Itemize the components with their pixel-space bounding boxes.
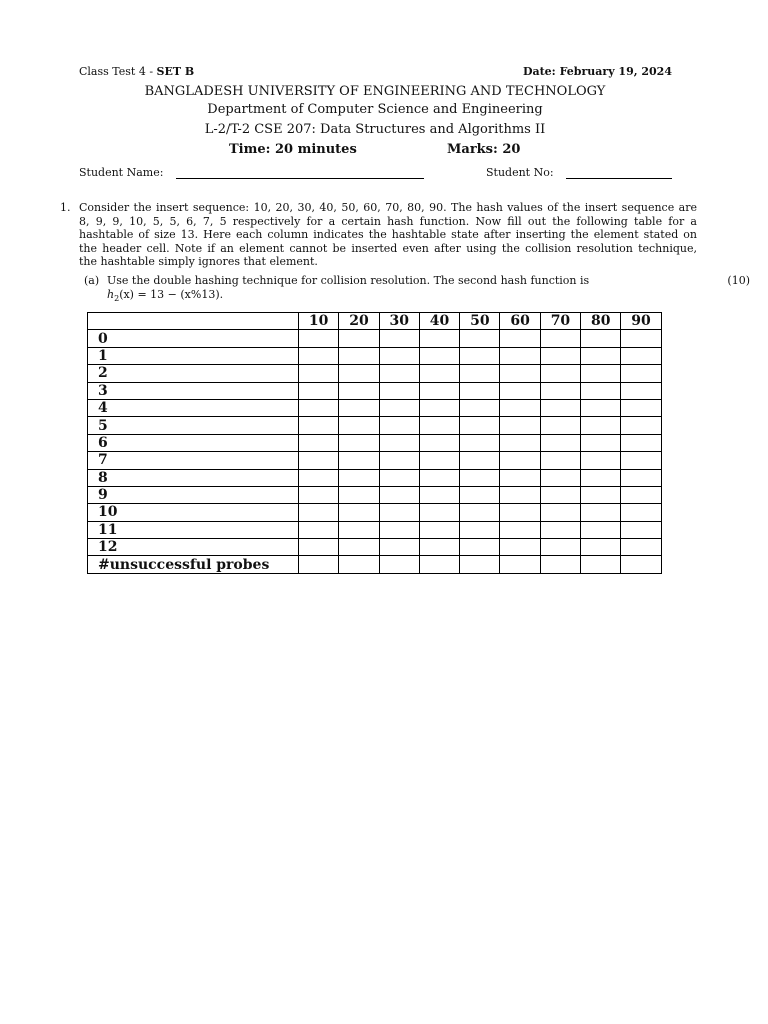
student-no-label: Student No: [486,166,554,179]
answer-cell[interactable] [379,469,419,486]
answer-cell[interactable] [460,539,500,556]
answer-cell[interactable] [540,469,580,486]
row-label: 1 [88,347,299,364]
row-label: #unsuccessful probes [88,556,299,573]
answer-cell[interactable] [460,486,500,503]
question-line: the header cell. Note if an element cannot be inserted even after using the collision resolution technique, [79,241,697,255]
answer-cell[interactable] [299,434,339,451]
answer-cell[interactable] [581,539,621,556]
answer-cell[interactable] [621,417,661,434]
answer-cell[interactable] [500,399,540,416]
answer-cell[interactable] [419,504,459,521]
answer-cell[interactable] [460,399,500,416]
formula-body: (x) = 13 − (x%13). [119,288,224,301]
column-header: 40 [419,313,459,330]
column-header: 60 [500,313,540,330]
answer-cell[interactable] [540,504,580,521]
marks-label: Marks: 20 [447,142,521,157]
time-label: Time: 20 minutes [229,142,357,157]
set-label: SET B [156,65,195,78]
column-header: 70 [540,313,580,330]
column-header: 50 [460,313,500,330]
part-marks: (10) [727,274,750,287]
answer-cell[interactable] [419,469,459,486]
answer-cell[interactable] [419,521,459,538]
answer-cell[interactable] [419,382,459,399]
answer-cell[interactable] [339,556,379,573]
answer-cell[interactable] [540,399,580,416]
answer-cell[interactable] [621,452,661,469]
answer-cell[interactable] [621,539,661,556]
answer-cell[interactable] [419,486,459,503]
university-name: BANGLADESH UNIVERSITY OF ENGINEERING AND TECHNOLOGY [144,84,606,99]
answer-cell[interactable] [339,399,379,416]
answer-cell[interactable] [339,382,379,399]
question-line: 8, 9, 9, 10, 5, 5, 6, 7, 5 respectively for a certain hash function. Now fill out the following table for a [79,214,697,228]
answer-cell[interactable] [500,521,540,538]
answer-cell[interactable] [460,452,500,469]
question-number: 1. [60,201,71,214]
table-row [88,452,662,469]
answer-cell[interactable] [460,365,500,382]
question-text [79,201,697,269]
answer-cell[interactable] [379,330,419,347]
answer-cell[interactable] [500,486,540,503]
answer-cell[interactable] [299,469,339,486]
answer-cell[interactable] [581,452,621,469]
answer-cell[interactable] [581,521,621,538]
answer-cell[interactable] [460,434,500,451]
answer-cell[interactable] [339,504,379,521]
answer-cell[interactable] [460,382,500,399]
row-label: 8 [88,469,299,486]
answer-cell[interactable] [460,469,500,486]
answer-cell[interactable] [500,469,540,486]
part-text-line1: Use the double hashing technique for collision resolution. The second hash function is [107,274,590,287]
answer-cell[interactable] [419,417,459,434]
answer-cell[interactable] [581,382,621,399]
answer-cell[interactable] [500,382,540,399]
answer-cell[interactable] [299,365,339,382]
answer-cell[interactable] [581,330,621,347]
header-row [88,313,662,330]
answer-cell[interactable] [299,504,339,521]
answer-cell[interactable] [460,504,500,521]
answer-cell[interactable] [339,434,379,451]
answer-cell[interactable] [581,399,621,416]
answer-cell[interactable] [581,347,621,364]
answer-cell[interactable] [500,347,540,364]
answer-cell[interactable] [299,452,339,469]
table-row [88,399,662,416]
answer-cell[interactable] [540,539,580,556]
answer-cell[interactable] [500,556,540,573]
row-label: 5 [88,417,299,434]
answer-cell[interactable] [379,521,419,538]
answer-cell[interactable] [379,556,419,573]
table-row [88,556,662,573]
row-label: 2 [88,365,299,382]
table-row [88,469,662,486]
answer-cell[interactable] [379,365,419,382]
answer-cell[interactable] [621,521,661,538]
answer-cell[interactable] [339,347,379,364]
row-label: 6 [88,434,299,451]
answer-cell[interactable] [299,539,339,556]
answer-cell[interactable] [621,347,661,364]
answer-cell[interactable] [299,382,339,399]
question-line: hashtable of size 13. Here each column indicates the hashtable state after inserting the element stated on [79,228,697,241]
answer-cell[interactable] [540,417,580,434]
answer-cell[interactable] [581,469,621,486]
answer-cell[interactable] [500,452,540,469]
answer-cell[interactable] [299,556,339,573]
row-label: 7 [88,452,299,469]
answer-cell[interactable] [460,521,500,538]
answer-cell[interactable] [339,365,379,382]
answer-cell[interactable] [419,347,459,364]
table-row [88,417,662,434]
answer-cell[interactable] [581,504,621,521]
question-line: Consider the insert sequence: 10, 20, 30, 40, 50, 60, 70, 80, 90. The hash values of the insert sequence are [79,201,697,214]
answer-cell[interactable] [460,417,500,434]
answer-cell[interactable] [379,399,419,416]
answer-cell[interactable] [540,521,580,538]
answer-cell[interactable] [621,556,661,573]
course-title: L-2/T-2 CSE 207: Data Structures and Algorithms II [204,122,546,137]
column-header: 10 [299,313,339,330]
table-row [88,486,662,503]
answer-cell[interactable] [419,434,459,451]
row-label: 0 [88,330,299,347]
answer-cell[interactable] [339,486,379,503]
answer-cell[interactable] [339,539,379,556]
answer-cell[interactable] [379,417,419,434]
row-label: 10 [88,504,299,521]
student-no-blank [566,178,672,179]
answer-cell[interactable] [419,539,459,556]
answer-cell[interactable] [339,521,379,538]
row-label: 12 [88,539,299,556]
answer-cell[interactable] [419,330,459,347]
hashtable-grid [87,312,662,574]
table-row [88,434,662,451]
answer-cell[interactable] [339,417,379,434]
answer-cell[interactable] [379,347,419,364]
answer-cell[interactable] [621,469,661,486]
answer-cell[interactable] [581,417,621,434]
column-header: 30 [379,313,419,330]
answer-cell[interactable] [460,347,500,364]
answer-cell[interactable] [621,382,661,399]
answer-cell[interactable] [299,521,339,538]
answer-cell[interactable] [540,365,580,382]
exam-date: Date: February 19, 2024 [522,65,672,78]
answer-cell[interactable] [581,365,621,382]
table-row [88,539,662,556]
answer-cell[interactable] [581,434,621,451]
answer-cell[interactable] [419,452,459,469]
table-row [88,521,662,538]
answer-cell[interactable] [419,399,459,416]
answer-cell[interactable] [621,365,661,382]
table-row [88,504,662,521]
answer-cell[interactable] [500,504,540,521]
class-test-prefix: Class Test 4 - [79,65,157,78]
answer-cell[interactable] [621,434,661,451]
column-header: 20 [339,313,379,330]
answer-cell[interactable] [379,504,419,521]
row-label: 11 [88,521,299,538]
column-header: 80 [581,313,621,330]
answer-cell[interactable] [379,539,419,556]
table-row [88,382,662,399]
part-label: (a) [84,274,100,287]
answer-cell[interactable] [621,486,661,503]
row-label: 4 [88,399,299,416]
answer-cell[interactable] [339,330,379,347]
answer-cell[interactable] [500,417,540,434]
formula-h: h [107,288,115,301]
part-formula [107,288,223,303]
answer-cell[interactable] [540,382,580,399]
answer-cell[interactable] [581,556,621,573]
column-header: 90 [621,313,661,330]
answer-cell[interactable] [299,399,339,416]
answer-cell[interactable] [581,486,621,503]
answer-cell[interactable] [379,486,419,503]
answer-cell[interactable] [500,539,540,556]
answer-cell[interactable] [540,556,580,573]
table-row [88,365,662,382]
row-label: 9 [88,486,299,503]
row-label: 3 [88,382,299,399]
table-row [88,330,662,347]
answer-cell[interactable] [299,347,339,364]
class-test-label [79,65,194,78]
formula-subscript: 2 [114,294,120,304]
answer-cell[interactable] [339,469,379,486]
student-name-label: Student Name: [79,166,164,179]
answer-cell[interactable] [419,365,459,382]
answer-cell[interactable] [540,486,580,503]
answer-cell[interactable] [540,434,580,451]
question-line: the hashtable simply ignores that element. [79,255,318,268]
answer-cell[interactable] [540,452,580,469]
answer-cell[interactable] [379,434,419,451]
answer-cell[interactable] [500,434,540,451]
answer-cell[interactable] [379,382,419,399]
answer-cell[interactable] [339,452,379,469]
answer-cell[interactable] [621,504,661,521]
answer-cell[interactable] [621,399,661,416]
answer-cell[interactable] [299,330,339,347]
table-row [88,347,662,364]
answer-cell[interactable] [500,330,540,347]
answer-cell[interactable] [460,330,500,347]
answer-cell[interactable] [299,486,339,503]
student-name-blank [176,178,424,179]
answer-cell[interactable] [419,556,459,573]
answer-cell[interactable] [379,452,419,469]
answer-cell[interactable] [500,365,540,382]
corner-cell [88,313,299,330]
answer-cell[interactable] [540,330,580,347]
department-name: Department of Computer Science and Engineering [207,102,543,117]
answer-cell[interactable] [621,330,661,347]
answer-cell[interactable] [460,556,500,573]
answer-cell[interactable] [540,347,580,364]
answer-cell[interactable] [299,417,339,434]
